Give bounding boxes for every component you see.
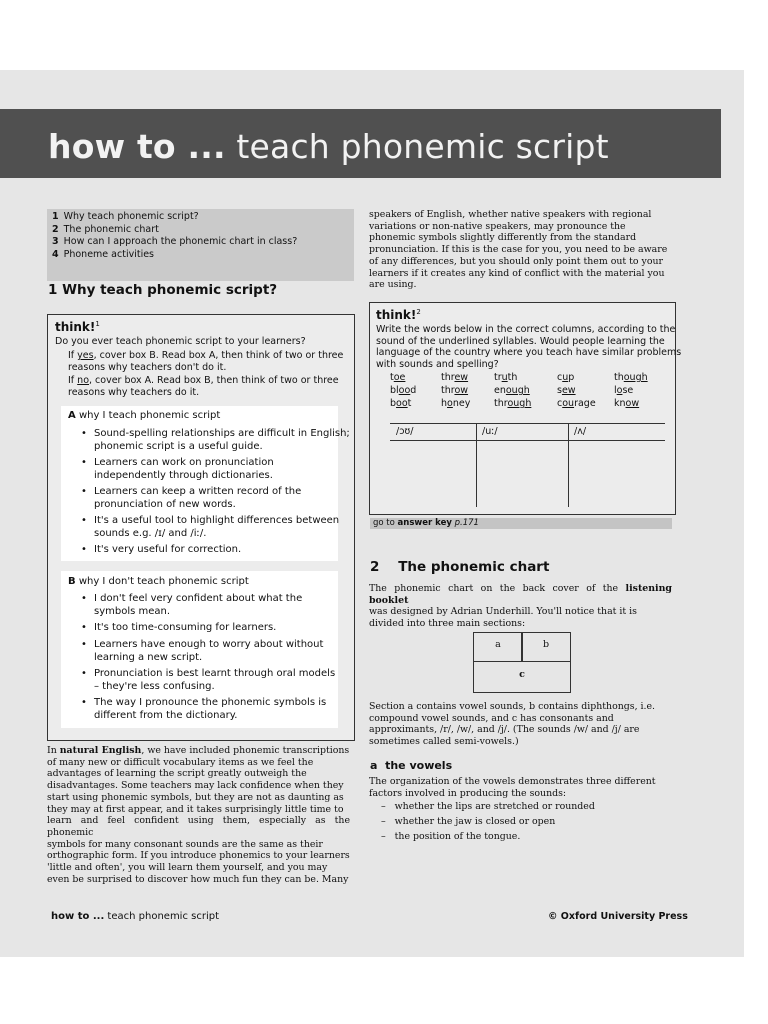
- box-a-item: • Learners can work on pronunciation independently through dictionaries.: [94, 456, 274, 482]
- word-item: though: [614, 372, 648, 383]
- word-item: toe: [390, 372, 406, 383]
- column-header: /ʌ/: [574, 426, 587, 437]
- chart-paragraph: The phonemic chart on the back cover of the listening booklet was designed by Adrian Underhill. You'll notice that it is divided into three main sections:: [369, 583, 672, 630]
- word-item: honey: [441, 398, 471, 409]
- box-b-item: • The way I pronounce the phonemic symbols is different from the dictionary.: [94, 696, 326, 722]
- chart-section-c: c: [473, 661, 571, 693]
- vowel-factor-item: – whether the lips are stretched or rounded: [381, 801, 595, 812]
- word-item: threw: [441, 372, 469, 383]
- think-instruction-yes: If yes, cover box B. Read box A, then think of two or three: [68, 350, 344, 361]
- word-item: lose: [614, 385, 634, 396]
- box-b-item: • It's too time-consuming for learners.: [94, 621, 276, 634]
- word-item: courage: [557, 398, 596, 409]
- box-a-item: • It's very useful for correction.: [94, 543, 241, 556]
- think-2-instructions: Write the words below in the correct columns, according to the sound of the underlined syllables. Would people learning the language of the country where you teach have similar problems with sounds and spelling?: [376, 324, 682, 370]
- word-item: through: [494, 398, 532, 409]
- box-a-title: A why I teach phonemic script: [68, 410, 221, 421]
- column-header: /ɔʊ/: [396, 426, 414, 437]
- box-b-item: • I don't feel very confident about what the symbols mean.: [94, 592, 302, 618]
- box-a-item: • Sound-spelling relationships are difficult in English; phonemic script is a useful guide.: [94, 427, 350, 453]
- think-label-1: think!$^1$: [55, 320, 100, 334]
- vowel-factor-item: – the position of the tongue.: [381, 831, 521, 842]
- vowel-factor-item: – whether the jaw is closed or open: [381, 816, 556, 827]
- word-item: know: [614, 398, 640, 409]
- think-instruction-no-2: reasons why teachers do it.: [68, 387, 200, 398]
- think-instruction-no: If no, cover box A. Read box B, then think of two or three: [68, 375, 339, 386]
- box-a-item: • It's a useful tool to highlight differences between sounds e.g. /ɪ/ and /iː/.: [94, 514, 339, 540]
- think-question: Do you ever teach phonemic script to your learners?: [55, 336, 306, 347]
- continuation-paragraph: speakers of English, whether native speakers with regional variations or non-native speakers, may pronounce the phonemic symbols slightly differently from the standard pronunciation. If this is the case for you, you need to be aware of any differences, but you should only point them out to your learners if it creates any kind of conflict with the material you are using.: [369, 209, 668, 291]
- page-title-bold: how to ...: [48, 127, 226, 166]
- toc-item[interactable]: 3 How can I approach the phonemic chart in class?: [52, 236, 298, 247]
- chart-section-a: a: [473, 632, 523, 662]
- vowels-paragraph: The organization of the vowels demonstrates three different factors involved in producing the sounds:: [369, 776, 656, 799]
- word-item: throw: [441, 385, 469, 396]
- chart-section-b: b: [521, 632, 571, 662]
- word-item: boot: [390, 398, 412, 409]
- think-label-2: think!$^2$: [376, 308, 421, 322]
- word-item: sew: [557, 385, 576, 396]
- table-header-line: [390, 440, 665, 441]
- box-b-item: • Learners have enough to worry about without learning a new script.: [94, 638, 323, 664]
- intro-paragraph: In natural English, we have included phonemic transcriptions of many new or difficult vocabulary items as we feel the advantages of learning the script greatly outweigh the disadvantages. Some teachers may lack confidence when they start using phonemic symbols, but they are not as daunting as they may at first appear, and it takes surprisingly little time to learn and feel confident using them, especially as the phonemic symbols for many consonant sounds are the same as their orthographic form. If you introduce phonemics to your learners 'little and often', you will learn them yourself, and you may even be surprised to discover how much fun they can be. Many: [47, 745, 350, 885]
- section-heading-chart: 2 The phonemic chart: [370, 559, 550, 575]
- box-a-item: • Learners can keep a written record of the pronunciation of new words.: [94, 485, 301, 511]
- table-top-line: [390, 423, 665, 424]
- column-header: /uː/: [482, 426, 498, 437]
- table-divider: [476, 423, 477, 507]
- word-item: blood: [390, 385, 417, 396]
- answer-key-link[interactable]: go to answer key p.171: [370, 518, 672, 529]
- table-divider: [568, 423, 569, 507]
- section-heading-why: 1 Why teach phonemic script?: [48, 282, 278, 298]
- toc-item[interactable]: 4 Phoneme activities: [52, 248, 155, 260]
- word-item: truth: [494, 372, 518, 383]
- page-title-rest: teach phonemic script: [225, 127, 609, 166]
- page-title: [48, 127, 609, 166]
- word-item: enough: [494, 385, 530, 396]
- box-b-item: • Pronunciation is best learnt through oral models – they're less confusing.: [94, 667, 335, 693]
- vowels-heading: a the vowels: [370, 759, 453, 772]
- word-item: cup: [557, 372, 575, 383]
- toc-item[interactable]: 2 The phonemic chart: [52, 223, 159, 235]
- sections-paragraph: Section a contains vowel sounds, b contains diphthongs, i.e. compound vowel sounds, and c has consonants and approximants, /r/, /w/, and /j/. (The sounds /w/ and /j/ are sometimes called semi-vowels.): [369, 701, 656, 748]
- footer-title: how to ... teach phonemic script: [51, 911, 220, 922]
- think-instruction-yes-2: reasons why teachers don't do it.: [68, 362, 227, 373]
- footer-publisher: © Oxford University Press: [548, 911, 688, 922]
- box-b-title: B why I don't teach phonemic script: [68, 576, 249, 587]
- toc-item[interactable]: 1 Why teach phonemic script?: [52, 211, 199, 222]
